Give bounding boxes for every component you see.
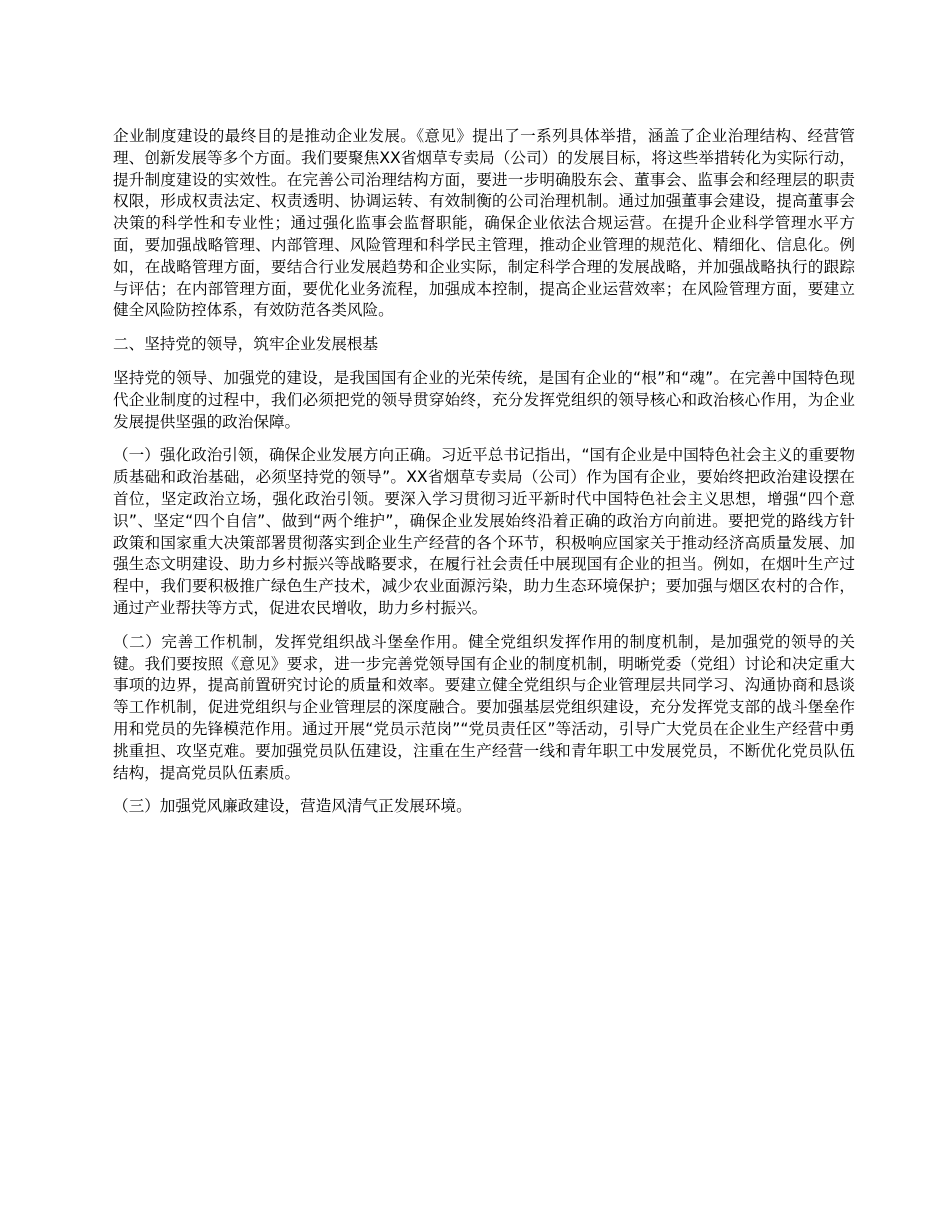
paragraph-work-mechanism: （二）完善工作机制，发挥党组织战斗堡垒作用。健全党组织发挥作用的制度机制，是加强党的领导的关键。我们要按照《意见》要求，进一步完善党领导国有企业的制度机制，明晰党委（党组）讨论和决定重大事项的边界，提高前置研究讨论的质量和效率。要建立健全党组织与企业管理层共同学习、沟通协商和恳谈等工作机制，促进党组织与企业管理层的深度融合。要加强基层党组织建设，充分发挥党支部的战斗堡垒作用和党员的先锋模范作用。通过开展“党员示范岗”“党员责任区”等活动，引导广大党员在企业生产经营中勇挑重担、攻坚克难。要加强党员队伍建设，注重在生产经营一线和青年职工中发展党员，不断优化党员队伍结构，提高党员队伍素质。 [113,632,855,782]
section-heading-party-leadership: 二、坚持党的领导，筑牢企业发展根基 [113,335,379,354]
paragraph-clean-governance: （三）加强党风廉政建设，营造风清气正发展环境。 [113,797,472,816]
document-body [113,126,855,830]
paragraph-party-leadership-intro: 坚持党的领导、加强党的建设，是我国国有企业的光荣传统，是国有企业的“根”和“魂”。在完善中国特色现代企业制度的过程中，我们必须把党的领导贯穿始终，充分发挥党组织的领导核心和政治核心作用，为企业发展提供坚强的政治保障。 [113,368,855,431]
paragraph-political-guidance: （一）强化政治引领，确保企业发展方向正确。习近平总书记指出，“国有企业是中国特色社会主义的重要物质基础和政治基础，必须坚持党的领导”。XX省烟草专卖局（公司）作为国有企业，要始终把政治建设摆在首位，坚定政治立场，强化政治引领。要深入学习贯彻习近平新时代中国特色社会主义思想，增强“四个意识”、坚定“四个自信”、做到“两个维护”，确保企业发展始终沿着正确的政治方向前进。要把党的路线方针政策和国家重大决策部署贯彻落实到企业生产经营的各个环节，积极响应国家关于推动经济高质量发展、加强生态文明建设、助力乡村振兴等战略要求，在履行社会责任中展现国有企业的担当。例如，在烟叶生产过程中，我们要积极推广绿色生产技术，减少农业面源污染，助力生态环境保护；要加强与烟区农村的合作，通过产业帮扶等方式，促进农民增收，助力乡村振兴。 [113,446,855,617]
paragraph-enterprise-system-goal: 企业制度建设的最终目的是推动企业发展。《意见》提出了一系列具体举措，涵盖了企业治理结构、经营管理、创新发展等多个方面。我们要聚焦XX省烟草专卖局（公司）的发展目标，将这些举措转化为实际行动，提升制度建设的实效性。在完善公司治理结构方面，要进一步明确股东会、董事会、监事会和经理层的职责权限，形成权责法定、权责透明、协调运转、有效制衡的公司治理机制。通过加强董事会建设，提高董事会决策的科学性和专业性；通过强化监事会监督职能，确保企业依法合规运营。在提升企业科学管理水平方面，要加强战略管理、内部管理、风险管理和科学民主管理，推动企业管理的规范化、精细化、信息化。例如，在战略管理方面，要结合行业发展趋势和企业实际，制定科学合理的发展战略，并加强战略执行的跟踪与评估；在内部管理方面，要优化业务流程，加强成本控制，提高企业运营效率；在风险管理方面，要建立健全风险防控体系，有效防范各类风险。 [113,127,855,320]
